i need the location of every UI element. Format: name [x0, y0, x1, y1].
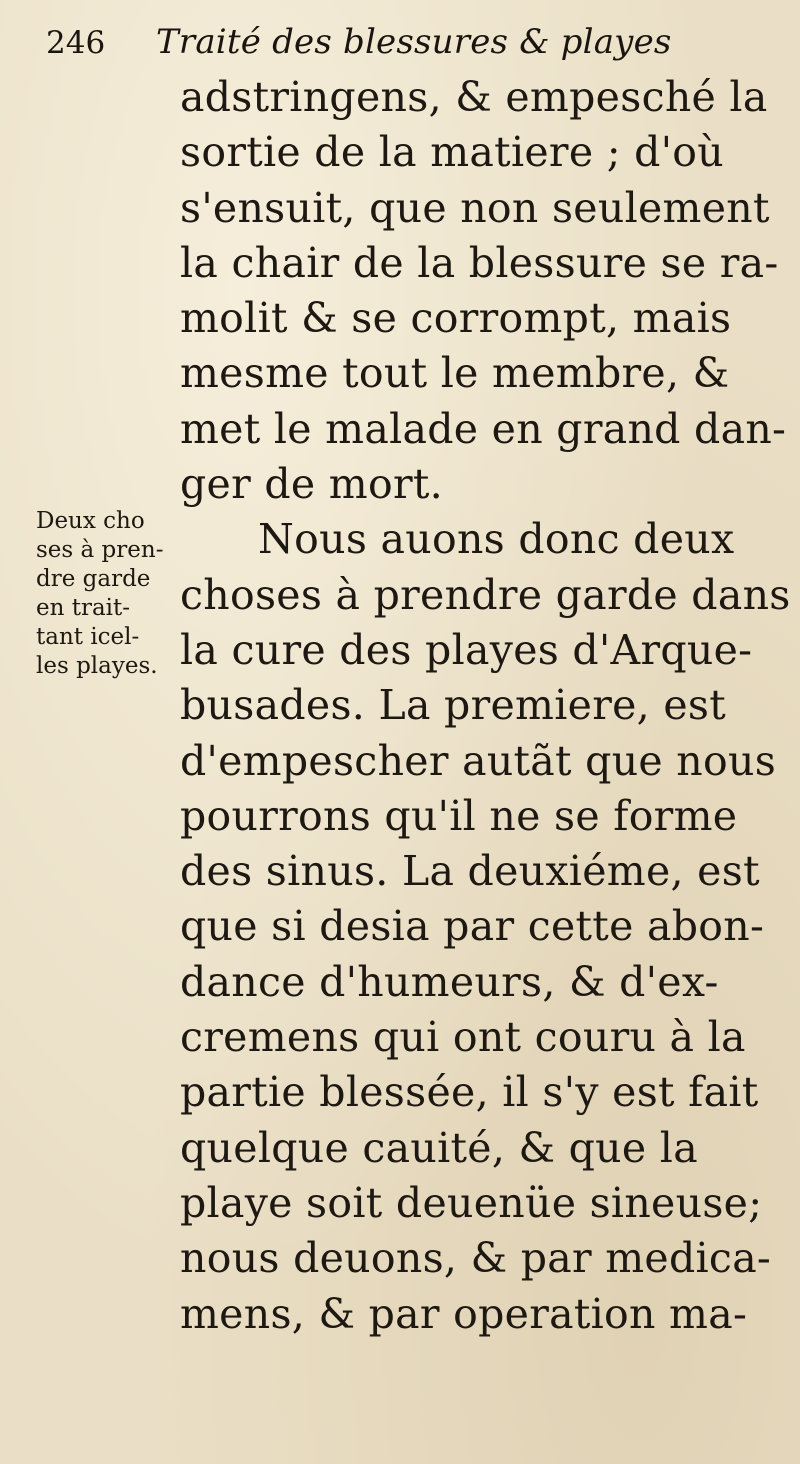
text-line: d'empescher autãt que nous	[180, 736, 777, 785]
marginal-note-line: Deux cho	[36, 508, 145, 534]
text-line: s'ensuit, que non seulement	[180, 183, 770, 232]
page-number: 246	[46, 25, 106, 61]
marginal-note	[36, 507, 186, 681]
running-title: Traité des blessures & playes	[156, 22, 672, 62]
paragraph-opening-line: Nous auons donc deux	[258, 515, 735, 564]
marginal-note-line: les playes.	[36, 653, 158, 679]
text-line: mesme tout le membre, &	[180, 349, 730, 398]
marginal-note-line: ses à pren-	[36, 537, 164, 563]
text-line: met le malade en grand dan-	[180, 404, 787, 453]
text-line: mens, & par operation ma-	[180, 1289, 748, 1338]
text-line: partie blessée, il s'y est fait	[180, 1068, 759, 1117]
text-line: pourrons qu'il ne se forme	[180, 791, 738, 840]
text-line: molit & se corrompt, mais	[180, 294, 732, 343]
marginal-note-line: tant icel-	[36, 624, 140, 650]
running-head	[46, 20, 672, 65]
text-line: quelque cauité, & que la	[180, 1123, 698, 1172]
text-line: ger de mort.	[180, 460, 443, 509]
marginal-note-line: dre garde	[36, 566, 151, 592]
text-line: adstringens, & empesché la	[180, 73, 768, 121]
text-line: que si desia par cette abon-	[180, 902, 765, 951]
main-text-block	[180, 70, 792, 1342]
text-line: busades. La premiere, est	[180, 681, 727, 730]
text-line: cremens qui ont couru à la	[180, 1013, 746, 1062]
text-line: la cure des playes d'Arque-	[180, 625, 753, 674]
text-line: dance d'humeurs, & d'ex-	[180, 957, 719, 1006]
text-line: choses à prendre garde dans	[180, 570, 791, 619]
text-line: la chair de la blessure se ra-	[180, 238, 779, 287]
text-line: des sinus. La deuxiéme, est	[180, 847, 760, 896]
text-line: nous deuons, & par medica-	[180, 1234, 772, 1283]
text-line: playe soit deuenüe sineuse;	[180, 1178, 763, 1227]
text-line: sortie de la matiere ; d'où	[180, 128, 724, 177]
marginal-note-line: en trait-	[36, 595, 131, 621]
